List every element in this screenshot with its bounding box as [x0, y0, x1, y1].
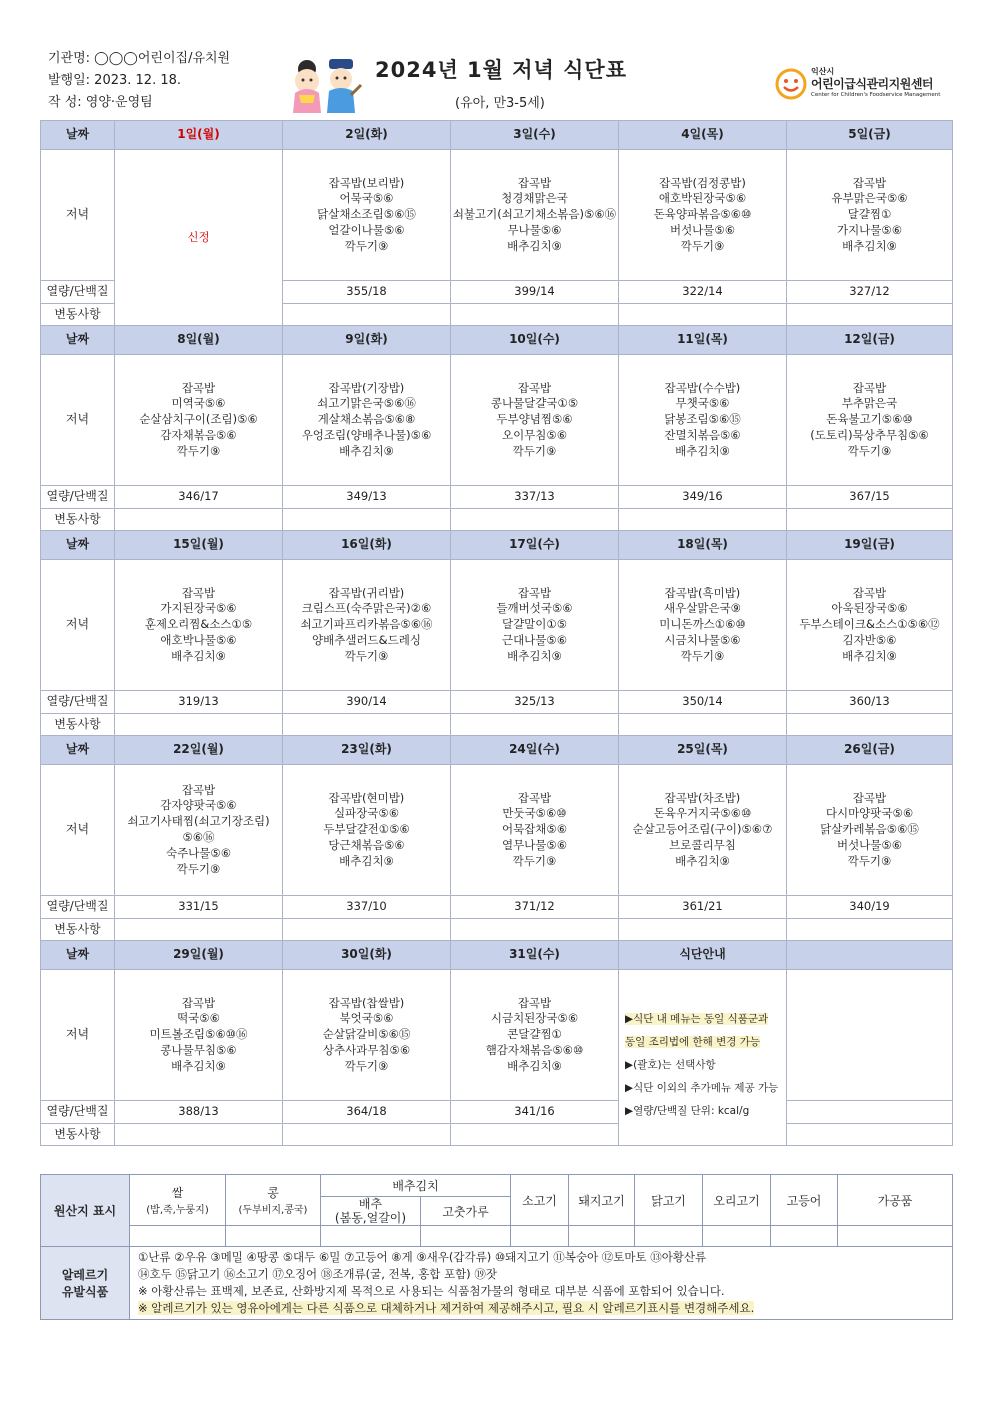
menu-item: 배추김치⑨	[171, 1058, 226, 1073]
date-cell: 19일(금)	[787, 531, 953, 560]
menu-item: 잡곡밥(귀리밥)	[328, 585, 405, 600]
menu-item: 콘달걀찜①	[507, 1027, 562, 1042]
menu-item: 오이무침⑤⑥	[501, 427, 568, 442]
change-cell	[619, 714, 787, 736]
menu-item: 만둣국⑤⑥⑩	[502, 806, 567, 821]
menu-item: 양배추샐러드&드레싱	[312, 632, 421, 647]
menu-item: 잡곡밥	[852, 585, 887, 600]
menu-item: 잡곡밥	[517, 380, 552, 395]
menu-item: 잡곡밥(보리밥)	[328, 175, 405, 190]
menu-item: (도토리)묵상추무침⑤⑥	[810, 427, 929, 442]
logo-name: 어린이급식관리지원센터	[811, 77, 934, 91]
menu-item: 미니돈까스①⑥⑩	[659, 617, 746, 632]
menu-item: 순살닭갈비⑤⑥⑮	[322, 1027, 411, 1042]
date-header-label: 날짜	[41, 121, 115, 150]
date-cell: 17일(수)	[451, 531, 619, 560]
empty-menu-cell	[787, 970, 953, 1101]
menu-item: 순살고등어조림(구이)⑤⑥⑦	[632, 822, 773, 837]
mascot-illustration	[285, 55, 365, 113]
change-cell	[787, 304, 953, 326]
menu-cell	[619, 355, 787, 486]
menu-item: 돈육불고기⑤⑥⑩	[826, 412, 913, 427]
energy-label: 열량/단백질	[41, 1101, 115, 1124]
menu-item: 배추김치⑨	[507, 1058, 562, 1073]
menu-item: 다시마양팟국⑤⑥	[825, 806, 914, 821]
date-cell: 18일(목)	[619, 531, 787, 560]
menu-item: 잡곡밥	[517, 175, 552, 190]
menu-item: 유부맑은국⑤⑥	[831, 191, 908, 206]
menu-item: 콩나물달걀국①⑤	[490, 396, 579, 411]
allergy-line-4: ※ 알레르기가 있는 영유아에게는 다른 식품으로 대체하거나 제거하여 제공해주시고, 필요 시 알레르기표시를 변경해주세요.	[138, 1301, 755, 1315]
menu-item: 애호박된장국⑤⑥	[658, 191, 747, 206]
menu-item: 잡곡밥	[852, 790, 887, 805]
menu-cell	[787, 560, 953, 691]
menu-item: 떡국⑤⑥	[177, 1011, 220, 1026]
date-cell: 11일(목)	[619, 326, 787, 355]
menu-item: 깍두기⑨	[512, 853, 557, 868]
menu-item: 잡곡밥	[517, 585, 552, 600]
menu-item: 미트볼조림⑤⑥⑩⑯	[149, 1027, 248, 1042]
menu-cell	[451, 150, 619, 281]
center-logo	[775, 66, 950, 102]
change-cell	[451, 919, 619, 941]
menu-item: 잡곡밥(찹쌀밥)	[328, 995, 405, 1010]
change-cell	[787, 509, 953, 531]
change-cell	[283, 1124, 451, 1146]
menu-item: 버섯나물⑤⑥	[836, 837, 903, 852]
origin-chicken: 닭고기	[635, 1175, 703, 1226]
change-cell	[787, 1124, 953, 1146]
menu-cell	[283, 355, 451, 486]
energy-cell: 361/21	[619, 896, 787, 919]
menu-item: 쇠불고기(쇠고기채소볶음)⑤⑥⑯	[452, 207, 617, 222]
menu-item: 쇠고기사태찜(쇠고기장조림)	[127, 814, 270, 829]
energy-label: 열량/단백질	[41, 691, 115, 714]
menu-item: 달걀말이①⑤	[501, 617, 568, 632]
allergy-line-1: ①난류 ②우유 ③메밀 ④땅콩 ⑤대두 ⑥밀 ⑦고등어 ⑧게 ⑨새우(갑각류) ⑩돼지고기 ⑪복숭아 ⑫토마토 ⑬아황산류	[138, 1250, 707, 1264]
change-label: 변동사항	[41, 1124, 115, 1146]
empty-energy-cell	[787, 1101, 953, 1124]
menu-item: 잡곡밥	[181, 995, 216, 1010]
dinner-label: 저녁	[41, 355, 115, 486]
menu-item: 잡곡밥(검정콩밥)	[659, 175, 746, 190]
menu-item: 무나물⑤⑥	[507, 222, 562, 237]
menu-item: 잡곡밥(흑미밥)	[664, 585, 741, 600]
logo-english: Center for Children's Foodservice Management	[811, 92, 941, 98]
menu-item: 깍두기⑨	[344, 238, 389, 253]
menu-item: 어묵잡채⑤⑥	[501, 822, 568, 837]
origin-rice: 쌀 (밥,죽,누룽지)	[130, 1175, 226, 1226]
change-label: 변동사항	[41, 509, 115, 531]
holiday-note: 신정	[187, 229, 210, 244]
date-cell: 29일(월)	[115, 941, 283, 970]
guide-cell	[619, 970, 787, 1146]
menu-item: 돈육양파볶음⑤⑥⑩	[653, 207, 752, 222]
menu-cell	[619, 150, 787, 281]
menu-item: 브로콜리무침	[669, 837, 736, 852]
menu-cell	[451, 970, 619, 1101]
origin-value	[130, 1226, 226, 1247]
header-info	[48, 48, 230, 114]
change-cell	[115, 919, 283, 941]
menu-item: 깍두기⑨	[344, 648, 389, 663]
dinner-label: 저녁	[41, 765, 115, 896]
change-label: 변동사항	[41, 304, 115, 326]
menu-item: 잡곡밥	[517, 995, 552, 1010]
menu-item: 배추김치⑨	[842, 648, 897, 663]
energy-cell: 325/13	[451, 691, 619, 714]
menu-item: 새우살맑은국⑨	[664, 601, 741, 616]
menu-item: 잡곡밥(현미밥)	[328, 790, 405, 805]
energy-cell: 350/14	[619, 691, 787, 714]
menu-item: 어묵국⑤⑥	[339, 191, 394, 206]
guide-line: ▶열량/단백질 단위: kcal/g	[625, 1105, 750, 1117]
menu-item: 깍두기⑨	[176, 443, 221, 458]
change-cell	[283, 919, 451, 941]
menu-item: 훈제오리찜&소스①⑤	[144, 617, 253, 632]
page-subtitle: (유아, 만3-5세)	[455, 96, 545, 111]
change-cell	[451, 714, 619, 736]
menu-item: 들깨버섯국⑤⑥	[496, 601, 573, 616]
guide-line: ▶식단 내 메뉴는 동일 식품군과	[625, 1013, 769, 1025]
logo-city: 익산시	[811, 67, 835, 76]
menu-item: 잡곡밥(기장밥)	[328, 380, 405, 395]
menu-item: 시금치나물⑤⑥	[664, 632, 741, 647]
menu-item: 시금치된장국⑤⑥	[490, 1011, 579, 1026]
menu-item: 배추김치⑨	[507, 648, 562, 663]
menu-cell	[115, 970, 283, 1101]
menu-cell	[787, 765, 953, 896]
date-cell: 8일(월)	[115, 326, 283, 355]
menu-item: 김자반⑤⑥	[842, 632, 897, 647]
menu-item: 깍두기⑨	[344, 1058, 389, 1073]
energy-cell: 388/13	[115, 1101, 283, 1124]
change-cell	[619, 304, 787, 326]
date-cell: 16일(화)	[283, 531, 451, 560]
energy-cell: 349/16	[619, 486, 787, 509]
menu-item: 잡곡밥	[852, 175, 887, 190]
menu-item: 부추맑은국	[841, 396, 898, 411]
menu-item: 깍두기⑨	[847, 853, 892, 868]
menu-cell	[619, 560, 787, 691]
origin-allergy-table	[40, 1174, 953, 1320]
date-cell: 9일(화)	[283, 326, 451, 355]
change-cell	[283, 304, 451, 326]
menu-item: 쇠고기맑은국⑤⑥⑯	[317, 396, 416, 411]
menu-item: 햄감자채볶음⑤⑥⑩	[485, 1042, 584, 1057]
menu-item: 깍두기⑨	[847, 443, 892, 458]
energy-cell: 340/19	[787, 896, 953, 919]
allergy-line-3: ※ 아황산류는 표백제, 보존료, 산화방지제 목적으로 사용되는 식품첨가물의 형태로 대부분 식품에 포함되어 있습니다.	[138, 1284, 725, 1298]
date-cell: 3일(수)	[451, 121, 619, 150]
date-cell: 4일(목)	[619, 121, 787, 150]
energy-label: 열량/단백질	[41, 896, 115, 919]
date-cell: 12일(금)	[787, 326, 953, 355]
energy-cell: 371/12	[451, 896, 619, 919]
menu-item: 열무나물⑤⑥	[501, 837, 568, 852]
date-header-label: 날짜	[41, 531, 115, 560]
org-name: 기관명: ◯◯◯어린이집/유치원	[48, 51, 231, 66]
menu-item: 깍두기⑨	[680, 238, 725, 253]
energy-cell: 349/13	[283, 486, 451, 509]
menu-item: 감자양팟국⑤⑥	[160, 798, 237, 813]
menu-cell	[283, 560, 451, 691]
energy-cell: 360/13	[787, 691, 953, 714]
menu-item: 잡곡밥	[852, 380, 887, 395]
menu-cell	[115, 560, 283, 691]
energy-cell: 367/15	[787, 486, 953, 509]
menu-item: 숙주나물⑤⑥	[165, 845, 232, 860]
menu-item: 배추김치⑨	[339, 853, 394, 868]
menu-item: 깍두기⑨	[512, 443, 557, 458]
menu-item: 달걀찜①	[847, 207, 892, 222]
menu-item: 잡곡밥	[181, 380, 216, 395]
menu-item: 무챗국⑤⑥	[675, 396, 730, 411]
menu-item: 배추김치⑨	[339, 443, 394, 458]
origin-processed: 가공품	[838, 1175, 953, 1226]
guide-line: ▶(괄호)는 선택사항	[625, 1059, 716, 1071]
menu-item: 버섯나물⑤⑥	[669, 222, 736, 237]
energy-cell: 319/13	[115, 691, 283, 714]
change-cell	[619, 919, 787, 941]
change-label: 변동사항	[41, 714, 115, 736]
menu-item: 잡곡밥(차조밥)	[664, 790, 741, 805]
menu-item: 실파장국⑤⑥	[333, 806, 400, 821]
dinner-label: 저녁	[41, 560, 115, 691]
menu-item: 가지된장국⑤⑥	[160, 601, 237, 616]
menu-item: 두부양념찜⑤⑥	[496, 412, 573, 427]
menu-item: 당근채볶음⑤⑥	[328, 837, 405, 852]
change-cell	[115, 509, 283, 531]
menu-cell	[115, 150, 283, 326]
menu-item: 돈육우거지국⑤⑥⑩	[653, 806, 752, 821]
energy-cell: 337/13	[451, 486, 619, 509]
menu-item: 잡곡밥	[181, 585, 216, 600]
change-cell	[619, 509, 787, 531]
guide-line: 동일 조리법에 한해 변경 가능	[625, 1036, 761, 1048]
origin-bean: 콩 (두부비지,콩국)	[226, 1175, 321, 1226]
menu-item: 두부스테이크&소스①⑤⑥⑫	[799, 617, 940, 632]
menu-item: 콩나물무침⑤⑥	[160, 1042, 237, 1057]
menu-cell	[283, 765, 451, 896]
date-cell: 31일(수)	[451, 941, 619, 970]
menu-item: 가지나물⑤⑥	[836, 222, 903, 237]
date-cell: 26일(금)	[787, 736, 953, 765]
change-cell	[787, 714, 953, 736]
menu-item: 배추김치⑨	[842, 238, 897, 253]
change-cell	[451, 1124, 619, 1146]
menu-item: 배추김치⑨	[507, 238, 562, 253]
energy-cell: 355/18	[283, 281, 451, 304]
date-cell: 1일(월)	[115, 121, 283, 150]
menu-item: 쇠고기파프리카볶음⑤⑥⑯	[300, 617, 433, 632]
menu-item: 배추김치⑨	[675, 443, 730, 458]
origin-kimchi: 배추김치	[321, 1175, 511, 1197]
energy-cell: 364/18	[283, 1101, 451, 1124]
author: 작 성: 영양·운영팀	[48, 95, 153, 110]
date-header-label: 날짜	[41, 326, 115, 355]
change-cell	[115, 1124, 283, 1146]
page-title: 2024년 1월 저녁 식단표	[375, 58, 627, 82]
menu-item: 배추김치⑨	[675, 853, 730, 868]
empty-date-cell	[787, 941, 953, 970]
menu-item: 얼갈이나물⑤⑥	[328, 222, 405, 237]
date-header-label: 날짜	[41, 941, 115, 970]
energy-cell: 341/16	[451, 1101, 619, 1124]
energy-cell: 327/12	[787, 281, 953, 304]
date-cell: 23일(화)	[283, 736, 451, 765]
menu-cell	[451, 765, 619, 896]
menu-cell	[283, 150, 451, 281]
date-cell: 24일(수)	[451, 736, 619, 765]
date-cell: 2일(화)	[283, 121, 451, 150]
dinner-label: 저녁	[41, 150, 115, 281]
menu-table	[40, 120, 953, 1146]
energy-cell: 399/14	[451, 281, 619, 304]
menu-item: 게살채소볶음⑤⑥⑧	[317, 412, 416, 427]
menu-item: 우엉조림(양배추나물)⑤⑥	[301, 427, 432, 442]
menu-item: 미역국⑤⑥	[171, 396, 226, 411]
menu-item: 순살삼치구이(조림)⑤⑥	[139, 412, 258, 427]
menu-item: 근대나물⑤⑥	[501, 632, 568, 647]
menu-item: 북엇국⑤⑥	[339, 1011, 394, 1026]
energy-cell: 331/15	[115, 896, 283, 919]
allergy-label: 알레르기 유발식품	[41, 1247, 130, 1320]
origin-pepper: 고춧가루	[421, 1197, 511, 1226]
change-label: 변동사항	[41, 919, 115, 941]
origin-duck: 오리고기	[703, 1175, 771, 1226]
menu-cell	[619, 765, 787, 896]
energy-label: 열량/단백질	[41, 486, 115, 509]
menu-item: 잔멸치볶음⑤⑥	[664, 427, 741, 442]
menu-cell	[115, 355, 283, 486]
date-cell: 15일(월)	[115, 531, 283, 560]
energy-cell: 346/17	[115, 486, 283, 509]
origin-pork: 돼지고기	[569, 1175, 635, 1226]
menu-item: 닭살채소조림⑤⑥⑮	[317, 207, 416, 222]
menu-item: 크림스프(숙주맑은국)②⑥	[301, 601, 432, 616]
change-cell	[283, 509, 451, 531]
origin-mackerel: 고등어	[771, 1175, 838, 1226]
allergy-info	[130, 1247, 953, 1320]
allergy-line-2: ⑭호두 ⑮닭고기 ⑯소고기 ⑰오징어 ⑱조개류(굴, 전복, 홍합 포함) ⑲잣	[138, 1267, 497, 1281]
menu-item: 두부달걀전①⑤⑥	[323, 822, 410, 837]
smile-logo-icon	[775, 68, 807, 100]
change-cell	[451, 304, 619, 326]
guide-line: ▶식단 이외의 추가메뉴 제공 가능	[625, 1082, 779, 1094]
menu-item: ⑤⑥⑯	[182, 830, 215, 844]
guide-title: 식단안내	[619, 941, 787, 970]
menu-item: 배추김치⑨	[171, 648, 226, 663]
origin-label: 원산지 표시	[41, 1175, 130, 1247]
menu-item: 잡곡밥	[181, 782, 216, 797]
menu-cell	[787, 355, 953, 486]
menu-item: 잡곡밥	[517, 790, 552, 805]
menu-cell	[451, 560, 619, 691]
date-cell: 25일(목)	[619, 736, 787, 765]
menu-cell	[283, 970, 451, 1101]
menu-item: 깍두기⑨	[176, 861, 221, 876]
energy-cell: 322/14	[619, 281, 787, 304]
menu-cell	[115, 765, 283, 896]
menu-item: 감자채볶음⑤⑥	[160, 427, 237, 442]
menu-item: 닭봉조림⑤⑥⑮	[664, 412, 741, 427]
menu-cell	[787, 150, 953, 281]
menu-item: 아욱된장국⑤⑥	[831, 601, 908, 616]
dinner-label: 저녁	[41, 970, 115, 1101]
date-cell: 22일(월)	[115, 736, 283, 765]
date-cell: 5일(금)	[787, 121, 953, 150]
date-cell: 30일(화)	[283, 941, 451, 970]
change-cell	[451, 509, 619, 531]
issue-date: 발행일: 2023. 12. 18.	[48, 73, 182, 88]
change-cell	[787, 919, 953, 941]
energy-label: 열량/단백질	[41, 281, 115, 304]
menu-item: 잡곡밥(수수밥)	[664, 380, 741, 395]
menu-item: 청경채맑은국	[501, 191, 568, 206]
menu-item: 깍두기⑨	[680, 648, 725, 663]
menu-item: 닭살카레볶음⑤⑥⑮	[820, 822, 919, 837]
energy-cell: 390/14	[283, 691, 451, 714]
date-cell: 10일(수)	[451, 326, 619, 355]
change-cell	[283, 714, 451, 736]
origin-cabbage: 배추 (봄동,얼갈이)	[321, 1197, 421, 1226]
change-cell	[115, 714, 283, 736]
menu-item: 상추사과무침⑤⑥	[322, 1042, 411, 1057]
energy-cell: 337/10	[283, 896, 451, 919]
origin-beef: 소고기	[511, 1175, 569, 1226]
menu-item: 애호박나물⑤⑥	[160, 632, 237, 647]
date-header-label: 날짜	[41, 736, 115, 765]
menu-cell	[451, 355, 619, 486]
